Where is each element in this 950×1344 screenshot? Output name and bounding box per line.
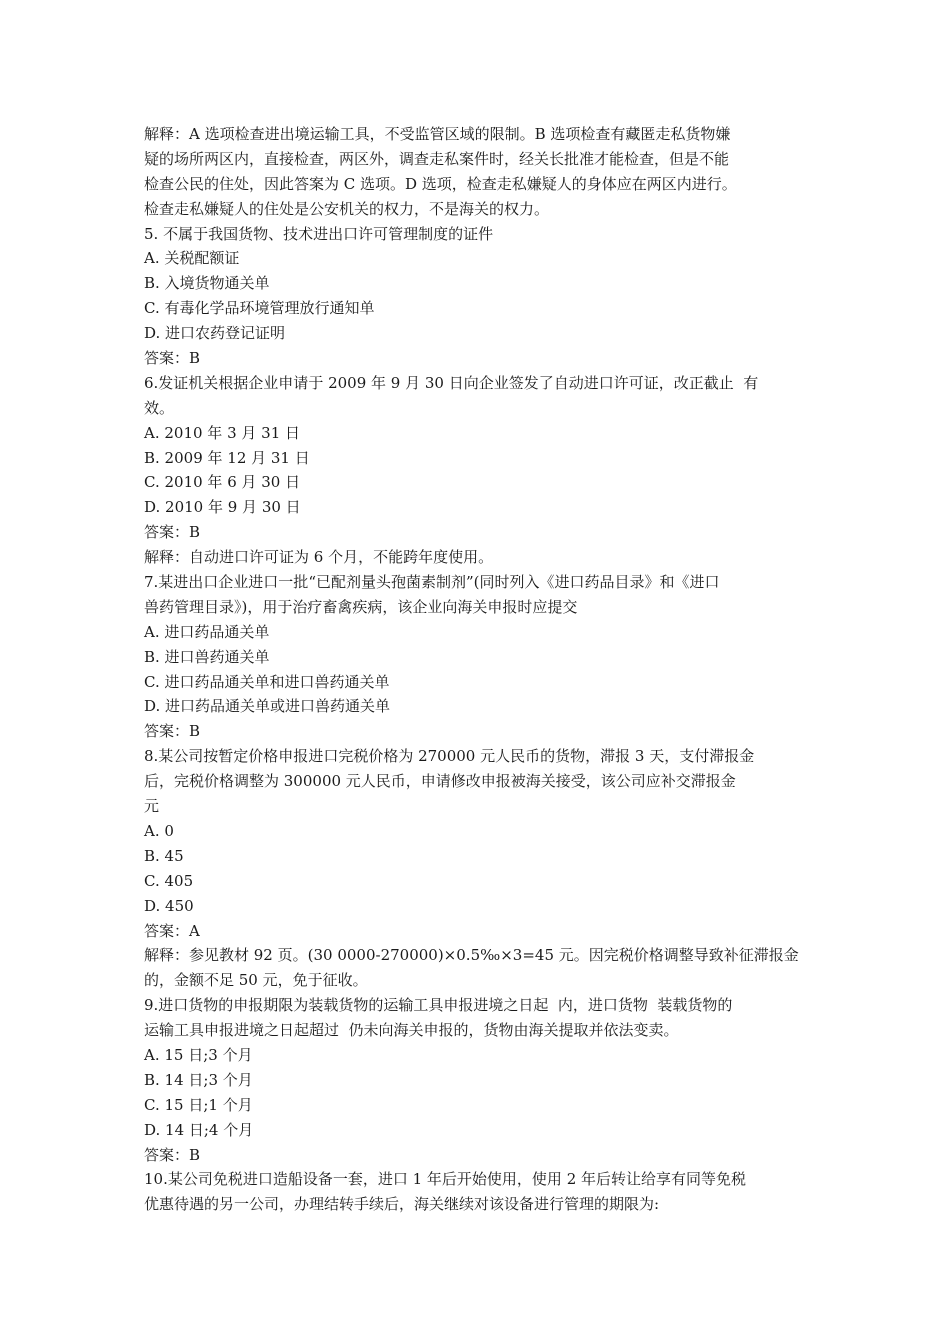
question-7-option-c: C. 进口药品通关单和进口兽药通关单 [144, 672, 390, 691]
question-9-option-b: B. 14 日;3 个月 [144, 1070, 253, 1089]
question-8-stem: 8.某公司按暂定价格申报进口完税价格为 270000 元人民币的货物，滞报 3 天，支付滞报金 [144, 747, 755, 766]
question-8-stem: 后，完税价格调整为 300000 元人民币，申请修改申报被海关接受，该公司应补交滞报金 [144, 772, 736, 791]
question-10-stem: 优惠待遇的另一公司，办理结转手续后，海关继续对该设备进行管理的期限为: [144, 1195, 660, 1214]
explanation-line: 检查走私嫌疑人的住处是公安机关的权力，不是海关的权力。 [144, 199, 550, 218]
question-8-option-d: D. 450 [144, 896, 194, 915]
explanation-line: 解释：A 选项检查进出境运输工具，不受监管区域的限制。B 选项检查有藏匿走私货物嫌 [144, 125, 731, 143]
question-6-explanation: 解释：自动进口许可证为 6 个月，不能跨年度使用。 [144, 548, 494, 567]
explanation-line: 检查公民的住处，因此答案为 C 选项。D 选项，检查走私嫌疑人的身体应在两区内进行。 [144, 174, 737, 193]
question-9-stem: 运输工具申报进境之日起超过 仍未向海关申报的，货物由海关提取并依法变卖。 [144, 1021, 679, 1040]
question-8-stem: 元 [144, 797, 160, 816]
question-7-option-b: B. 进口兽药通关单 [144, 647, 270, 666]
question-7-stem: 7.某进出口企业进口一批“已配剂量头孢菌素制剂”(同时列入《进口药品目录》和《进口 [144, 573, 720, 592]
question-8-explanation: 解释：参见教材 92 页。(30 0000-270000)×0.5‰×3=45 元。因完税价格调整导致补征滞报金 [144, 946, 799, 965]
question-6-option-d: D. 2010 年 9 月 30 日 [144, 498, 301, 517]
explanation-line: 疑的场所两区内，直接检查，两区外，调查走私案件时，经关长批准才能检查，但是不能 [144, 149, 730, 168]
question-8-explanation: 的，金额不足 50 元，免于征收。 [144, 971, 368, 990]
question-6-answer: 答案：B [144, 523, 201, 542]
question-6-stem: 6.发证机关根据企业申请于 2009 年 9 月 30 日向企业签发了自动进口许可证，改正截止 有 [144, 373, 759, 392]
question-8-option-c: C. 405 [144, 871, 194, 890]
question-6-option-c: C. 2010 年 6 月 30 日 [144, 473, 301, 492]
question-6-option-b: B. 2009 年 12 月 31 日 [144, 448, 310, 467]
question-8-option-b: B. 45 [144, 846, 184, 865]
question-7-stem: 兽药管理目录》)，用于治疗畜禽疾病，该企业向海关申报时应提交 [144, 597, 578, 616]
question-6-stem: 效。 [144, 398, 175, 417]
question-10-stem: 10.某公司免税进口造船设备一套，进口 1 年后开始使用，使用 2 年后转让给享有同等免税 [144, 1170, 747, 1189]
question-7-option-a: A. 进口药品通关单 [144, 622, 270, 641]
question-5-option-c: C. 有毒化学品环境管理放行通知单 [144, 299, 375, 318]
question-7-answer: 答案：B [144, 722, 201, 741]
question-5-option-a: A. 关税配额证 [144, 249, 240, 268]
question-5-answer: 答案：B [144, 349, 201, 368]
question-9-option-d: D. 14 日;4 个月 [144, 1120, 254, 1139]
question-9-option-a: A. 15 日;3 个月 [144, 1045, 253, 1064]
question-9-option-c: C. 15 日;1 个月 [144, 1095, 253, 1114]
question-6-option-a: A. 2010 年 3 月 31 日 [144, 423, 301, 442]
question-8-option-a: A. 0 [144, 821, 174, 840]
question-9-stem: 9.进口货物的申报期限为装载货物的运输工具申报进境之日起 内，进口货物 装载货物的 [144, 996, 733, 1015]
question-5-stem: 5. 不属于我国货物、技术进出口许可管理制度的证件 [144, 224, 494, 243]
question-7-option-d: D. 进口药品通关单或进口兽药通关单 [144, 697, 391, 716]
question-5-option-b: B. 入境货物通关单 [144, 274, 270, 293]
document-body [144, 122, 808, 1217]
question-9-answer: 答案：B [144, 1145, 201, 1164]
question-5-option-d: D. 进口农药登记证明 [144, 324, 286, 343]
question-8-answer: 答案：A [144, 921, 200, 940]
